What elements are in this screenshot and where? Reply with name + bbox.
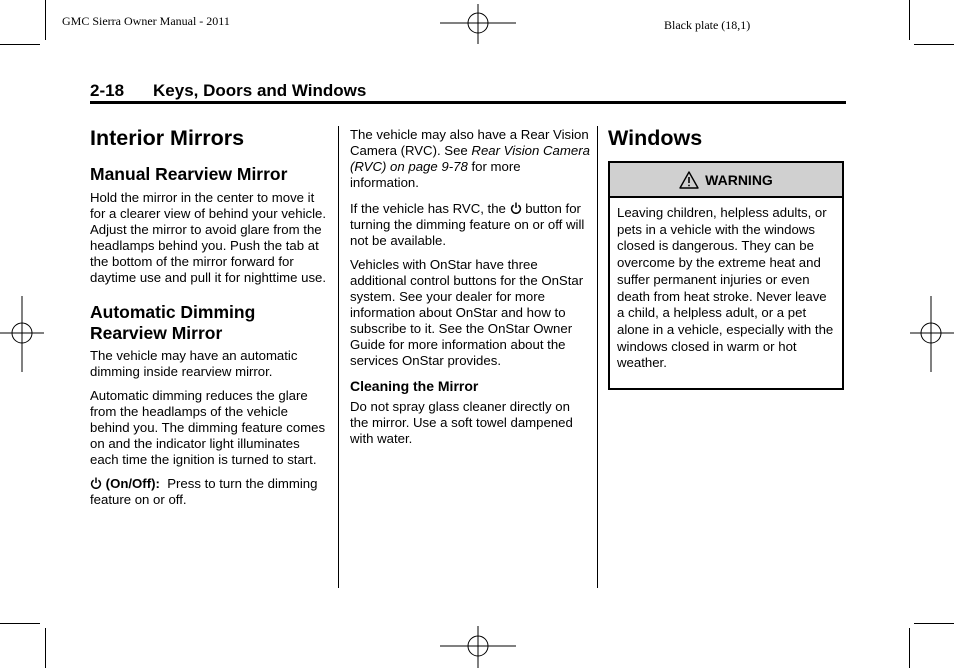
rvc-button-paragraph (350, 201, 590, 249)
section-header (90, 81, 366, 101)
warning-text: Leaving children, helpless adults, or pets in a vehicle with the windows closed is dangerous. They can be overcome by the extreme heat and suffer permanent injuries or even death from heat stroke. Never leave a child, a helpless adult, or a pet alone in a vehicle, especially with the windows closed in warm or hot weather. (617, 205, 834, 371)
warning-triangle-icon (679, 171, 699, 189)
rvc-paragraph (350, 127, 590, 191)
auto-dimming-heading-line2: Rearview Mirror (90, 323, 223, 343)
warning-header (610, 163, 842, 198)
rvc-text: The vehicle may also have a Rear Vision Camera (RVC). See (350, 127, 589, 158)
warning-box (608, 161, 844, 390)
onstar-paragraph: Vehicles with OnStar have three additional control buttons for the OnStar system. See your dealer for more information about OnStar and how to subscribe to it. See the OnStar Owner Guide for more information about the services OnStar provides. (350, 257, 584, 368)
registration-mark-left (0, 296, 44, 372)
crop-mark (0, 623, 40, 624)
crop-mark (914, 44, 954, 45)
warning-label: WARNING (705, 171, 773, 188)
crop-mark (45, 628, 46, 668)
auto-dimming-heading-line1: Automatic Dimming (90, 302, 256, 322)
onoff-label: (On/Off): (105, 476, 160, 491)
crop-mark (909, 0, 910, 40)
manual-title: GMC Sierra Owner Manual - 2011 (62, 14, 230, 28)
onoff-text: Press to turn the dimming feature on or off. (90, 476, 318, 507)
crop-mark (914, 623, 954, 624)
crop-mark (909, 628, 910, 668)
auto-dimming-heading (90, 302, 330, 344)
interior-mirrors-heading: Interior Mirrors (90, 126, 245, 150)
plate-label: Black plate (18,1) (664, 18, 751, 32)
crop-mark (45, 0, 46, 40)
column-1 (90, 125, 330, 516)
column-divider (338, 126, 339, 588)
rvc-text-end: for more information. (350, 159, 521, 190)
header-rule (90, 101, 846, 104)
cleaning-mirror-heading: Cleaning the Mirror (350, 378, 479, 394)
column-2 (350, 127, 590, 455)
auto-dimming-text-1: The vehicle may have an automatic dimming inside rearview mirror. (90, 348, 298, 379)
auto-dimming-text-2: Automatic dimming reduces the glare from the headlamps of the vehicle behind you. The dimming feature comes on and the indicator light illuminates each time the ignition is turned to start. (90, 388, 326, 467)
manual-mirror-text: Hold the mirror in the center to move it for a clearer view of behind your vehicle. Adjust the mirror to avoid glare from the headlamps behind you. Push the tab at the bottom of the mirror forward for daytime use and pull it for nighttime use. (90, 190, 327, 285)
power-icon (90, 477, 102, 489)
section-title: Keys, Doors and Windows (153, 81, 367, 100)
registration-mark-right (910, 296, 954, 372)
registration-mark-top (440, 4, 516, 44)
rvc-link[interactable]: Rear Vision Camera (RVC) on page 9-78 (350, 143, 590, 174)
rvc-button-text: If the vehicle has RVC, the (350, 201, 510, 216)
cleaning-mirror-text: Do not spray glass cleaner directly on the mirror. Use a soft towel dampened with water. (350, 399, 573, 446)
column-divider (597, 126, 598, 588)
rvc-button-text-end: button for turning the dimming feature on or off will not be available. (350, 201, 585, 248)
power-icon (510, 202, 522, 214)
page-number: 2-18 (90, 81, 125, 100)
manual-mirror-heading: Manual Rearview Mirror (90, 164, 288, 184)
windows-heading: Windows (608, 126, 703, 150)
onoff-paragraph (90, 476, 330, 508)
column-3 (608, 125, 846, 151)
crop-mark (0, 44, 40, 45)
registration-mark-bottom (440, 626, 516, 668)
